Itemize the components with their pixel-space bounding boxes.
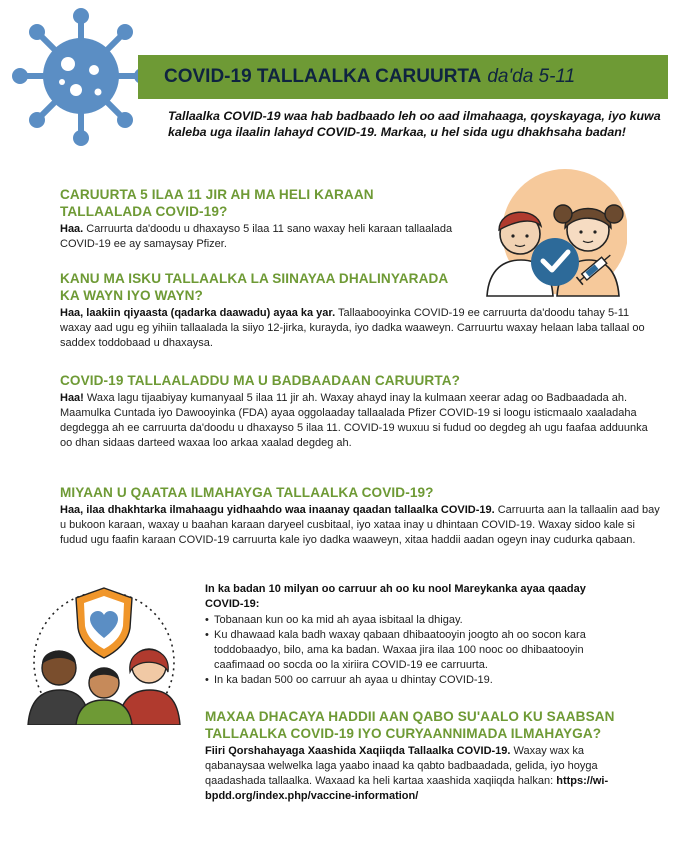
virus-icon	[6, 4, 156, 154]
section-answer: Haa. Carruurta da'doodu u dhaxayso 5 ilaa 11 sano waxay heli karaan tallaalada COVID-19 ee ay samaysay Pfizer.	[60, 223, 453, 250]
section-question: COVID-19 TALLAALADDU MA U BADBAADAAN CARUURTA?	[60, 373, 461, 388]
section-should-vaccinate	[60, 484, 660, 548]
section-dosage	[60, 270, 660, 351]
section-question: MAXAA DHACAYA HADDII AAN QABO SU'AALO KU SAABSAN TALLAALKA COVID-19 IYO CURYAANNIMADA ILMAHAYGA?	[205, 709, 615, 741]
page-title: COVID-19 TALLAALKA CARUURTA da'da 5-11	[164, 66, 576, 87]
facts-block	[205, 582, 625, 688]
section-eligibility	[60, 186, 460, 252]
list-item: • Ku dhawaad kala badh waxay qabaan dhibaatooyin joogto ah oo socon kara toddobaadyo, bilo, ama ka badan. Waxaa jira ilaa 100 nooc oo dhibaatooyin caafimaad oo socda oo la xiriira COVID-19 ee carruurta.	[205, 628, 625, 673]
title-banner	[138, 55, 668, 99]
section-answer: Haa, laakiin qiyaasta (qadarka daawadu) ayaa ka yar. Tallaabooyinka COVID-19 ee carruurta da'doodu tahay 5-11 waxay aad ugu eg yihiin tallaalada la siiyo 12-jirka, kurayda, iyo dadka waaweyn. Carruurtu waxay helaan laba tallaal oo saddex toddobaad u dhaxaysa.	[60, 307, 645, 349]
shield-heart-icon	[76, 588, 132, 658]
section-answer: Haa! Waxa lagu tijaabiyay kumanyaal 5 ilaa 11 jir ah. Waxay ahayd inay la kulmaan xeerar adag oo Badbaadada ah. Maamulka Cuntada iyo Dawooyinka (FDA) ayaa oggolaaday tallaalada Pfizer COVID-19 si loogu isticmaalo xaaladaha degdegga ah ee carruurta da'doodu u dhaxayso 5 ilaa 11. COVID-19 wuxuu si fudud oo degdeg ah ugu faafaa adduunka oo dhan sidaas darteed waxaa loo arkaa xaalad degdeg ah.	[60, 392, 648, 449]
facts-list	[205, 613, 625, 688]
section-answer: Haa, ilaa dhakhtarka ilmahaagu yidhaahdo waa inaanay qaadan tallaalka COVID-19. Carruurta aan la tallaalin aad bay u bukoon karaan, waxay u baahan karaan daryeel cusbitaal, iyo xataa inay u dhintaan COVID-19. Waxay sidoo kale si fudud ugu faafin karaan COVID-19 carruurta kale iyo dadka waaweyn, xitaa haddii aadan ogeyn inay cudurka qabaan.	[60, 504, 660, 546]
section-question: MIYAAN U QAATAA ILMAHAYGA TALLAALKA COVID-19?	[60, 485, 434, 500]
section-answer: Fiiri Qorshahayaga Xaashida Xaqiiqda Tallaalka COVID-19. Waxay wax ka qabanaysaa welwelka laga yaabo inaad ka qabto badbaadada, gelida, iyo hoyga qaadashada tallaalka. Waxaad ka heli kartaa xaashida xaqiiqda halkan: https://wi-bpdd.org/index.php/vaccine-information/	[205, 745, 609, 802]
page-subtitle: da'da 5-11	[487, 66, 576, 87]
section-question: KANU MA ISKU TALLAALKA LA SIINAYAA DHALINYARADA KA WAYN IYO WAYN?	[60, 271, 448, 303]
intro-text: Tallaalka COVID-19 waa hab badbaado leh oo aad ilmahaaga, qoyskayaga, iyo kuwa kaleba uga ilaalin lahayd COVID-19. Markaa, u hel sida ugu dhakhsaha badan!	[168, 109, 661, 139]
list-item: • In ka badan 500 oo carruur ah ayaa u dhintay COVID-19.	[205, 673, 625, 688]
family-illustration	[14, 580, 194, 725]
section-question: CARUURTA 5 ILAA 11 JIR AH MA HELI KARAAN TALLAALADA COVID-19?	[60, 187, 374, 219]
section-safety	[60, 372, 660, 451]
resource-link[interactable]: https://wi-bpdd.org/index.php/vaccine-information/	[205, 775, 609, 802]
facts-lead: In ka badan 10 milyan oo carruur ah oo ku nool Mareykanka ayaa qaaday COVID-19:	[205, 583, 586, 610]
list-item: • Tobanaan kun oo ka mid ah ayaa isbitaal la dhigay.	[205, 613, 625, 628]
section-questions-contact	[205, 708, 625, 804]
